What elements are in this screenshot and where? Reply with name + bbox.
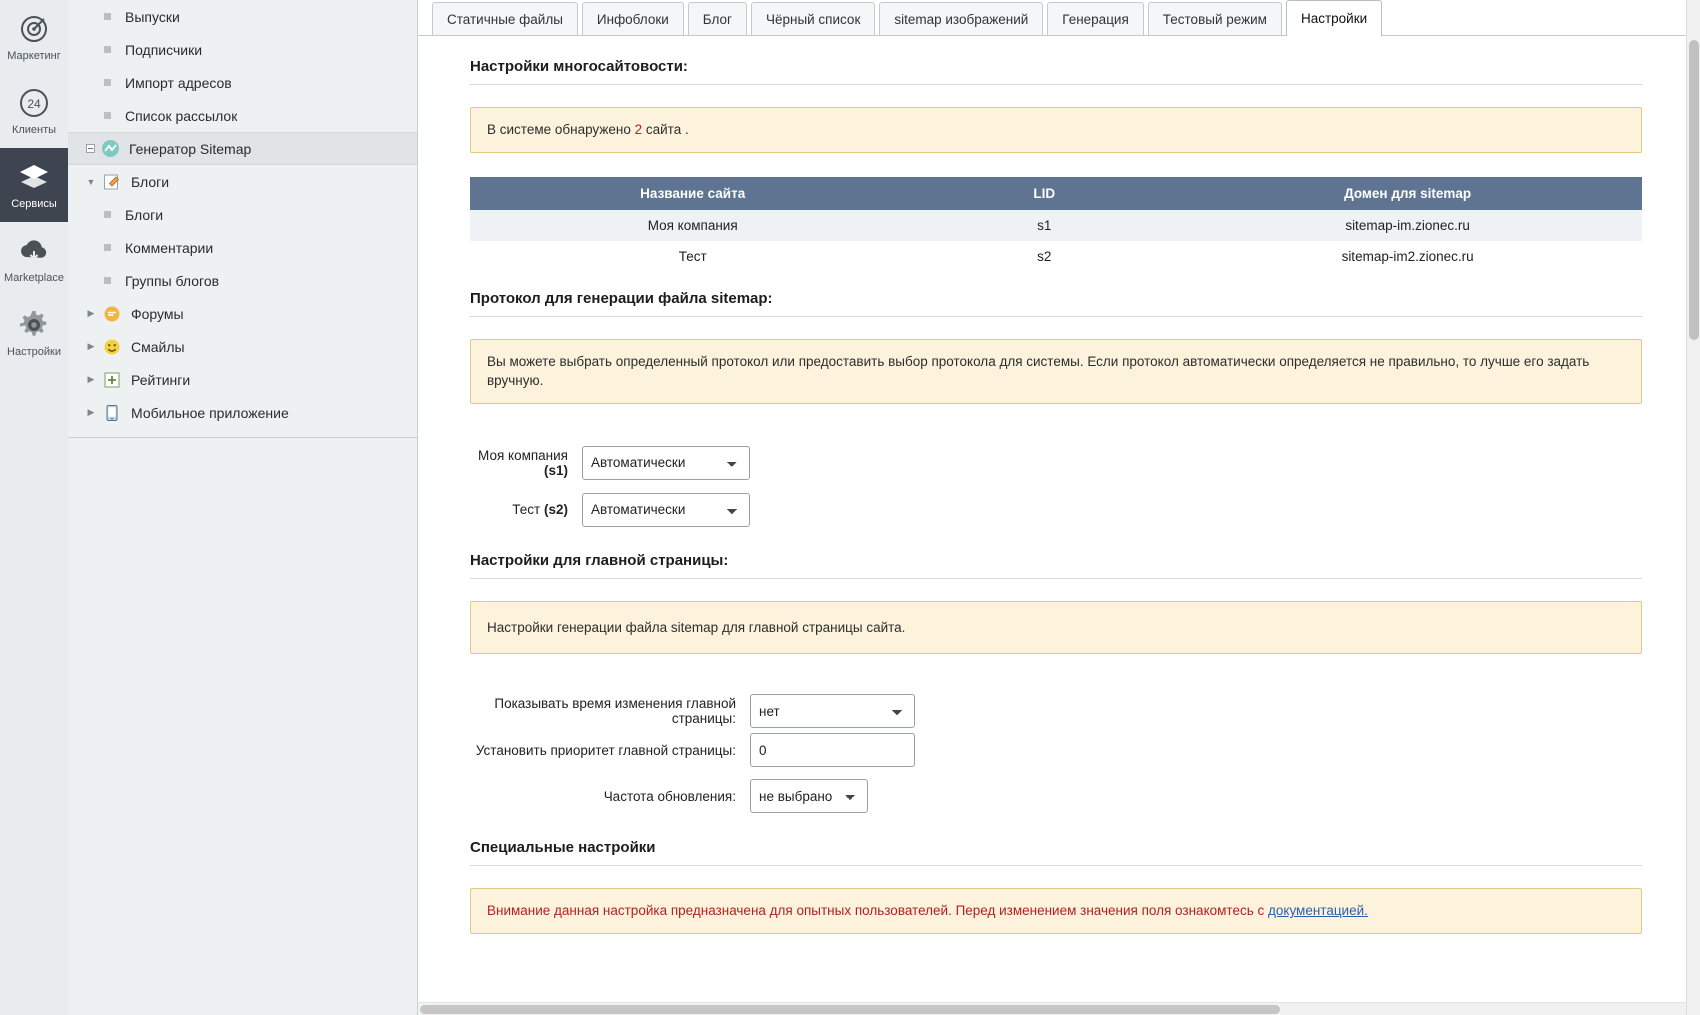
sites-table <box>470 177 1642 272</box>
sidebar-item-label: Список рассылок <box>125 107 238 124</box>
multisite-note-prefix: В системе обнаружено <box>487 122 635 137</box>
multisite-note-count: 2 <box>634 122 643 137</box>
tab-static-files[interactable]: Статичные файлы <box>432 2 578 35</box>
tab-blog[interactable]: Блог <box>688 2 747 35</box>
horizontal-scrollbar[interactable] <box>418 1002 1686 1015</box>
protocol-label-lid: (s2) <box>543 502 568 518</box>
tab-blacklist[interactable]: Чёрный список <box>751 2 875 35</box>
rail-item-services[interactable] <box>0 148 68 222</box>
protocol-select-s2[interactable] <box>582 493 750 527</box>
tab-sitemap-images[interactable]: sitemap изображений <box>879 2 1043 35</box>
col-site-name: Название сайта <box>470 177 915 210</box>
rail-label: Marketplace <box>4 272 64 284</box>
chevron-right-icon[interactable]: ▶ <box>87 341 95 351</box>
sidebar-menu <box>68 0 418 1015</box>
bullet-icon <box>104 46 111 53</box>
clients-24-icon <box>17 86 51 120</box>
sidebar-group-blogi[interactable] <box>68 165 417 198</box>
vertical-scroll-thumb[interactable] <box>1689 40 1699 340</box>
cloud-download-icon <box>17 234 51 268</box>
bullet-icon <box>104 79 111 86</box>
protocol-label-text: Моя компания <box>478 447 568 463</box>
sidebar-item-blogi[interactable] <box>68 198 417 231</box>
special-note <box>470 888 1642 934</box>
sidebar-item-label: Комментарии <box>125 239 214 256</box>
rating-icon <box>102 370 122 390</box>
bullet-icon <box>104 112 111 119</box>
sidebar-item-spisok-rassylok[interactable] <box>68 99 417 132</box>
rail-item-marketplace[interactable] <box>0 222 68 296</box>
protocol-select-s1[interactable] <box>582 446 750 480</box>
protocol-field-s1 <box>470 446 1642 480</box>
protocol-label-lid: (s1) <box>543 462 568 478</box>
sidebar-item-label: Мобильное приложение <box>131 404 289 421</box>
sidebar-item-gruppy-blogov[interactable] <box>68 264 417 297</box>
settings-page <box>418 36 1700 1015</box>
bullet-icon <box>104 277 111 284</box>
svg-text:24: 24 <box>27 97 41 111</box>
sidebar-group-smayly[interactable] <box>68 330 417 363</box>
collapse-toggle-icon[interactable] <box>86 144 95 153</box>
sidebar-item-vypuski[interactable] <box>68 0 417 33</box>
sidebar-item-label: Выпуски <box>125 8 180 25</box>
icon-rail <box>0 0 68 1015</box>
special-note-text: Внимание данная настройка предназначена для опытных пользователей. Перед изменением значения поля ознакомтесь с <box>487 903 1268 919</box>
sidebar-item-label: Генератор Sitemap <box>129 140 252 157</box>
target-icon <box>17 12 51 46</box>
bullet-icon <box>104 13 111 20</box>
sidebar-group-mobilnoe-prilozhenie[interactable] <box>68 396 417 429</box>
bullet-icon <box>104 244 111 251</box>
cell-domain: sitemap-im2.zionec.ru <box>1173 241 1642 272</box>
cell-lid: s1 <box>915 210 1173 241</box>
content-area <box>418 0 1700 1015</box>
rail-label: Настройки <box>7 346 61 358</box>
multisite-heading: Настройки многосайтовости: <box>470 58 1642 85</box>
col-domain: Домен для sitemap <box>1173 177 1642 210</box>
sidebar-item-import-adresov[interactable] <box>68 66 417 99</box>
select-show-lastmod[interactable] <box>750 694 915 728</box>
multisite-note-suffix: сайта . <box>642 122 689 137</box>
protocol-note: Вы можете выбрать определенный протокол или предоставить выбор протокола для системы. Если протокол автоматически определяется не правильно, то лучше его задать вручную. <box>470 339 1642 404</box>
sidebar-item-label: Импорт адресов <box>125 74 232 91</box>
smile-icon <box>102 337 122 357</box>
sitemap-icon <box>100 139 120 159</box>
forum-icon <box>102 304 122 324</box>
cell-domain: sitemap-im.zionec.ru <box>1173 210 1642 241</box>
protocol-label-text: Тест <box>512 502 544 518</box>
label-changefreq: Частота обновления: <box>603 788 736 804</box>
chevron-right-icon[interactable]: ▶ <box>87 374 95 384</box>
tab-bar <box>418 0 1700 36</box>
chevron-right-icon[interactable]: ▶ <box>87 407 95 417</box>
sidebar-item-label: Смайлы <box>131 338 185 355</box>
cell-site-name: Моя компания <box>470 210 915 241</box>
table-row <box>470 241 1642 272</box>
protocol-label-s1 <box>470 448 582 478</box>
bullet-icon <box>104 211 111 218</box>
sidebar-item-label: Блоги <box>131 173 170 190</box>
table-row <box>470 210 1642 241</box>
tab-settings[interactable]: Настройки <box>1286 0 1382 36</box>
chevron-right-icon[interactable]: ▶ <box>87 308 95 318</box>
sidebar-item-label: Группы блогов <box>125 272 220 289</box>
vertical-scrollbar[interactable] <box>1686 0 1700 1015</box>
protocol-heading: Протокол для генерации файла sitemap: <box>470 290 1642 317</box>
field-changefreq <box>470 779 1642 813</box>
tab-test-mode[interactable]: Тестовый режим <box>1148 2 1282 35</box>
gear-icon <box>17 308 51 342</box>
cell-site-name: Тест <box>470 241 915 272</box>
chevron-down-icon[interactable]: ▼ <box>86 176 96 187</box>
rail-label: Клиенты <box>11 124 57 136</box>
input-priority[interactable] <box>750 733 915 767</box>
rail-label: Сервисы <box>11 198 57 210</box>
label-show-lastmod: Показывать время изменения главной страницы: <box>494 696 736 727</box>
field-priority <box>470 733 1642 767</box>
special-heading: Специальные настройки <box>470 839 1642 866</box>
protocol-label-s2 <box>470 502 582 517</box>
sidebar-item-label: Блоги <box>125 206 164 223</box>
sidebar-group-forumy[interactable] <box>68 297 417 330</box>
sidebar-item-generator-sitemap[interactable] <box>68 132 417 165</box>
label-priority: Установить приоритет главной страницы: <box>475 742 736 758</box>
layers-icon <box>17 160 51 194</box>
rail-item-settings[interactable] <box>0 296 68 370</box>
sidebar-group-reytingi[interactable] <box>68 363 417 396</box>
rail-item-marketing[interactable] <box>0 0 68 74</box>
mobile-icon <box>102 403 122 423</box>
protocol-field-s2 <box>470 493 1642 527</box>
horizontal-scroll-thumb[interactable] <box>420 1005 1280 1014</box>
blog-icon <box>102 172 122 192</box>
col-lid: LID <box>915 177 1173 210</box>
sidebar-item-kommentarii[interactable] <box>68 231 417 264</box>
mainpage-note: Настройки генерации файла sitemap для главной страницы сайта. <box>470 601 1642 655</box>
tab-infoblocks[interactable]: Инфоблоки <box>582 2 684 35</box>
sidebar-item-label: Рейтинги <box>131 371 191 388</box>
multisite-note <box>470 107 1642 153</box>
tab-generation[interactable]: Генерация <box>1047 2 1143 35</box>
select-changefreq[interactable] <box>750 779 868 813</box>
mainpage-heading: Настройки для главной страницы: <box>470 552 1642 579</box>
sidebar-item-label: Подписчики <box>125 41 203 58</box>
rail-label: Маркетинг <box>7 50 61 62</box>
documentation-link[interactable]: документацией. <box>1268 903 1368 919</box>
table-header-row <box>470 177 1642 210</box>
sidebar-item-label: Форумы <box>131 305 184 322</box>
rail-item-clients[interactable] <box>0 74 68 148</box>
field-show-lastmod <box>470 694 1642 728</box>
sidebar-item-podpischiki[interactable] <box>68 33 417 66</box>
cell-lid: s2 <box>915 241 1173 272</box>
